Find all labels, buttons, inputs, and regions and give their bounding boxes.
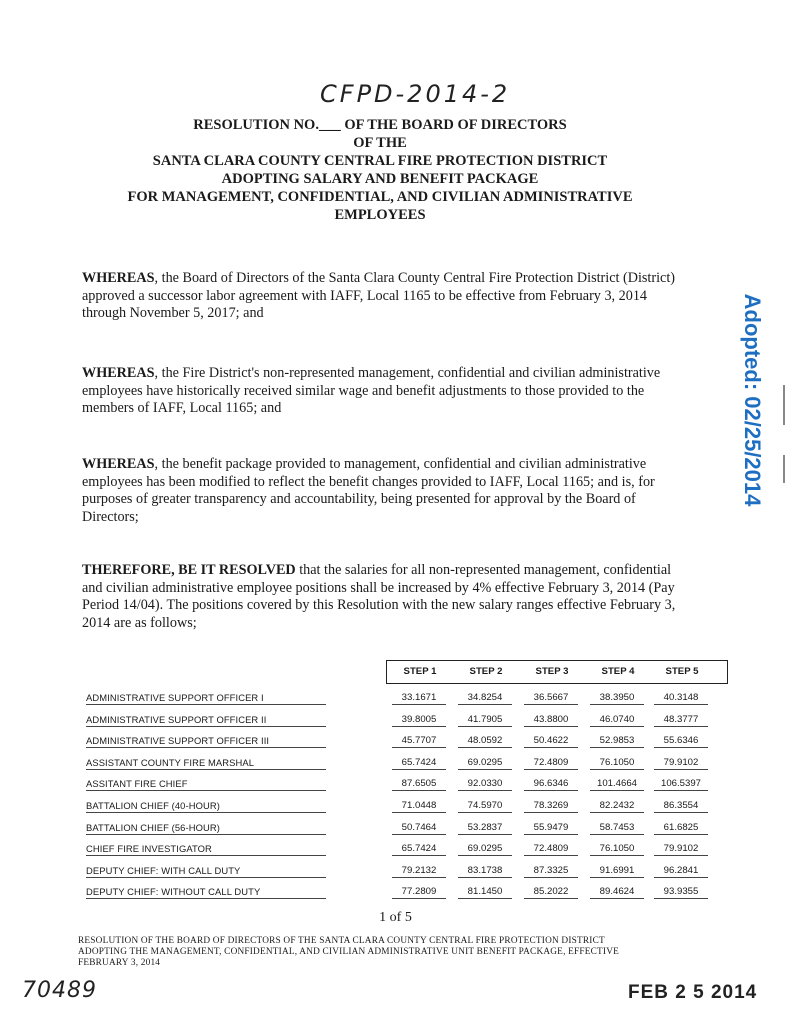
salary-cell: 77.2809 [392,886,446,899]
salary-cell: 93.9355 [654,886,708,899]
title-line: ADOPTING SALARY AND BENEFIT PACKAGE [221,171,539,187]
salary-cell: 65.7424 [392,843,446,856]
salary-cell: 83.1738 [458,865,512,878]
salary-cell: 50.7464 [392,822,446,835]
position-title: ADMINISTRATIVE SUPPORT OFFICER II [86,714,326,727]
salary-cell: 79.9102 [654,843,708,856]
salary-cell: 52.9853 [590,735,644,748]
position-title: ASSISTANT COUNTY FIRE MARSHAL [86,757,326,770]
resolved-paragraph [82,562,692,632]
salary-cell: 48.3777 [654,714,708,727]
salary-cell: 79.9102 [654,757,708,770]
footer-line: RESOLUTION OF THE BOARD OF DIRECTORS OF THE SANTA CLARA COUNTY CENTRAL FIRE PROTECTION DISTRICT [78,936,605,946]
step-header: STEP 5 [665,666,699,677]
position-title: ADMINISTRATIVE SUPPORT OFFICER III [86,735,326,748]
salary-cell: 39.8005 [392,714,446,727]
position-title: BATTALION CHIEF (56-HOUR) [86,822,326,835]
salary-cell: 89.4624 [590,886,644,899]
salary-cell: 50.4622 [524,735,578,748]
paragraph-lead: THEREFORE, BE IT RESOLVED [82,562,296,578]
paragraph-lead: WHEREAS [82,270,155,286]
position-title: DEPUTY CHIEF: WITH CALL DUTY [86,865,326,878]
received-date-stamp: FEB 2 5 2014 [628,982,758,1003]
salary-cell: 36.5667 [524,692,578,705]
salary-cell: 55.9479 [524,822,578,835]
salary-cell: 43.8800 [524,714,578,727]
whereas-paragraph-1 [82,270,692,323]
table-row [82,881,728,903]
table-header [386,660,728,684]
step-header: STEP 2 [469,666,503,677]
table-row [82,730,728,752]
salary-cell: 61.6825 [654,822,708,835]
salary-cell: 76.1050 [590,843,644,856]
table-row [82,773,728,795]
page-number: 1 of 5 [379,910,412,925]
adopted-stamp-text: Adopted: 02/25/2014 [740,293,765,507]
step-header: STEP 4 [601,666,635,677]
salary-cell: 34.8254 [458,692,512,705]
paragraph-lead: WHEREAS [82,365,155,381]
salary-cell: 96.6346 [524,778,578,791]
salary-cell: 69.0295 [458,757,512,770]
adopted-date-stamp [735,280,769,520]
title-line: SANTA CLARA COUNTY CENTRAL FIRE PROTECTION DISTRICT [152,153,608,169]
salary-cell: 38.3950 [590,692,644,705]
handwritten-number: 70489 [22,978,97,1003]
footer-text [78,936,678,969]
table-row [82,817,728,839]
salary-cell: 41.7905 [458,714,512,727]
table-row [82,838,728,860]
salary-cell: 53.2837 [458,822,512,835]
salary-cell: 92.0330 [458,778,512,791]
salary-cell: 58.7453 [590,822,644,835]
table-row [82,860,728,882]
salary-cell: 82.2432 [590,800,644,813]
position-title: BATTALION CHIEF (40-HOUR) [86,800,326,813]
scan-edge-mark [783,385,785,425]
whereas-paragraph-2 [82,365,692,418]
salary-cell: 40.3148 [654,692,708,705]
step-header: STEP 3 [535,666,569,677]
salary-cell: 33.1671 [392,692,446,705]
salary-cell: 86.3554 [654,800,708,813]
handwritten-document-code: CFPD-2014-2 [320,80,511,108]
salary-cell: 96.2841 [654,865,708,878]
footer-line: FEBRUARY 3, 2014 [78,958,161,968]
salary-cell: 45.7707 [392,735,446,748]
salary-cell: 85.2022 [524,886,578,899]
title-line: RESOLUTION NO.___ OF THE BOARD OF DIRECTORS [193,117,567,133]
salary-cell: 78.3269 [524,800,578,813]
position-title: CHIEF FIRE INVESTIGATOR [86,843,326,856]
whereas-paragraph-3 [82,456,692,526]
title-line: FOR MANAGEMENT, CONFIDENTIAL, AND CIVILIAN ADMINISTRATIVE [127,189,633,205]
table-row [82,795,728,817]
salary-cell: 46.0740 [590,714,644,727]
paragraph-body: , the Board of Directors of the Santa Clara County Central Fire Protection District (District) approved a successor labor agreement with IAFF, Local 1165 to be effective from February 3, 2014 through November 5, 2017; and [82,270,676,321]
resolution-title [60,116,700,224]
salary-cell: 71.0448 [392,800,446,813]
paragraph-lead: WHEREAS [82,456,155,472]
position-title: DEPUTY CHIEF: WITHOUT CALL DUTY [86,886,326,899]
salary-cell: 74.5970 [458,800,512,813]
table-row [82,687,728,709]
salary-cell: 87.3325 [524,865,578,878]
position-title: ASSITANT FIRE CHIEF [86,778,326,791]
step-header: STEP 1 [403,666,437,677]
paragraph-body: , the benefit package provided to management, confidential and civilian administrative employees has been modified to reflect the benefit changes provided to IAFF, Local 1165; and is, for purposes of greater transparency and accountability, being presented for approval by the Board of Directors; [82,456,655,525]
salary-cell: 76.1050 [590,757,644,770]
paragraph-body: , the Fire District's non-represented management, confidential and civilian administrative employees have historically received similar wage and benefit adjustments to those provided to the members of IAFF, Local 1165; and [82,365,661,416]
paragraph-body: that the salaries for all non-represented management, confidential and civilian administrative employee positions shall be increased by 4% effective February 3, 2014 (Pay Period 14/04). The positions covered by this Resolution with the new salary ranges effective February 3, 2014 are as follows; [82,562,676,631]
title-line: EMPLOYEES [334,207,426,223]
salary-cell: 106.5397 [654,778,708,791]
footer-line: ADOPTING THE MANAGEMENT, CONFIDENTIAL, AND CIVILIAN ADMINISTRATIVE UNIT BENEFIT PACKAGE, EFFECTIVE [78,947,619,957]
position-title: ADMINISTRATIVE SUPPORT OFFICER I [86,692,326,705]
title-line: OF THE [353,135,407,151]
salary-cell: 65.7424 [392,757,446,770]
salary-cell: 55.6346 [654,735,708,748]
salary-cell: 69.0295 [458,843,512,856]
salary-cell: 48.0592 [458,735,512,748]
salary-cell: 91.6991 [590,865,644,878]
salary-cell: 87.6505 [392,778,446,791]
table-row [82,709,728,731]
salary-cell: 72.4809 [524,757,578,770]
salary-cell: 79.2132 [392,865,446,878]
table-row [82,752,728,774]
salary-cell: 81.1450 [458,886,512,899]
scan-edge-mark [783,455,785,483]
salary-cell: 101.4664 [590,778,644,791]
salary-cell: 72.4809 [524,843,578,856]
